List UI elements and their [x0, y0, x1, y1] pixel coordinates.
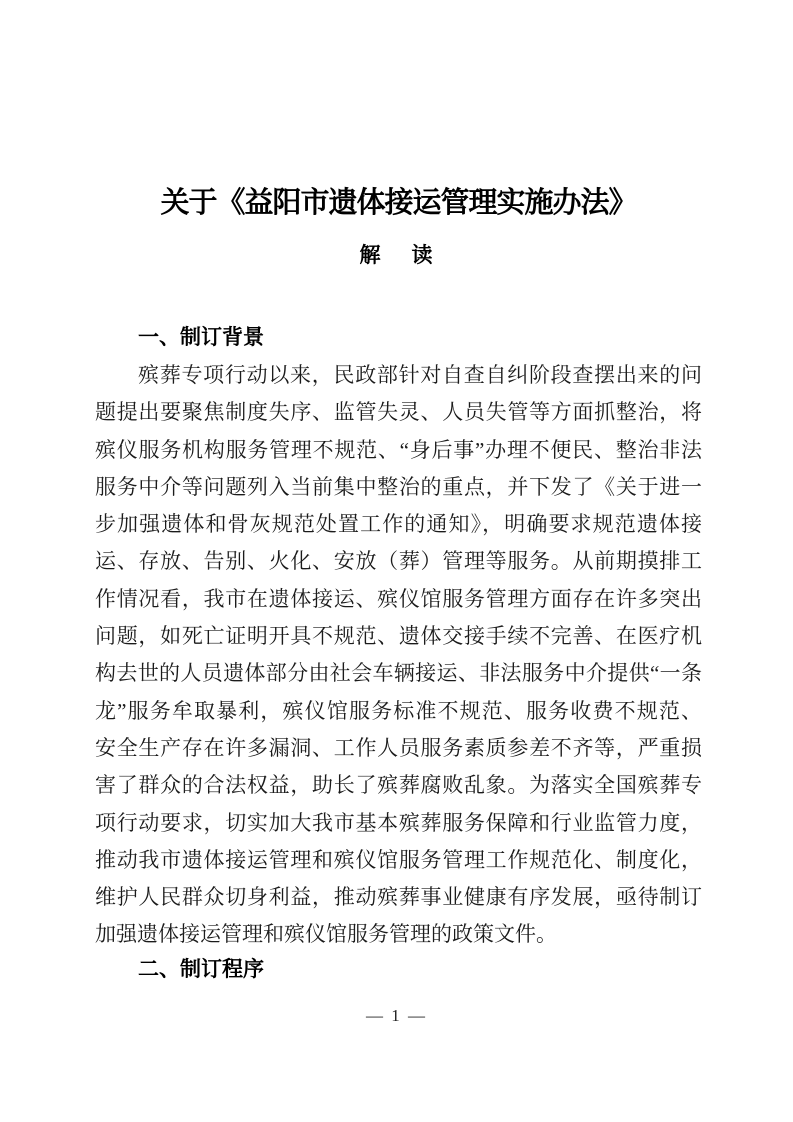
paragraph-line: 步加强遗体和骨灰规范处置工作的通知》，明确要求规范遗体接 [95, 512, 702, 537]
paragraph-line: 项行动要求，切实加大我市基本殡葬服务保障和行业监管力度， [95, 810, 702, 835]
paragraph-line: 作情况看，我市在遗体接运、殡仪馆服务管理方面存在许多突出 [95, 586, 702, 611]
paragraph-line: 殡仪服务机构服务管理不规范、“身后事”办理不便民、整治非法 [95, 437, 702, 462]
document-content [95, 184, 702, 981]
section-heading-background: 一、制订背景 [138, 326, 264, 349]
section-background-paragraph [95, 357, 702, 954]
document-subtitle: 解 读 [359, 244, 438, 267]
paragraph-line: 题提出要聚焦制度失序、监管失灵、人员失管等方面抓整治，将 [95, 400, 702, 425]
paragraph-line: 龙”服务牟取暴利，殡仪馆服务标准不规范、服务收费不规范、 [95, 698, 702, 723]
paragraph-line: 问题，如死亡证明开具不规范、遗体交接手续不完善、在医疗机 [95, 624, 702, 649]
section-heading-procedure: 二、制订程序 [138, 957, 264, 981]
page-number: — 1 — [366, 1006, 427, 1025]
paragraph-line: 加强遗体接运管理和殡仪馆服务管理的政策文件。 [95, 922, 557, 947]
paragraph-line: 殡葬专项行动以来，民政部针对自查自纠阶段查摆出来的问 [138, 363, 702, 387]
paragraph-line: 推动我市遗体接运管理和殡仪馆服务管理工作规范化、制度化， [95, 847, 702, 872]
document-title: 关于《益阳市遗体接运管理实施办法》 [160, 187, 637, 219]
paragraph-line: 安全生产存在许多漏洞、工作人员服务素质参差不齐等，严重损 [95, 735, 702, 760]
paragraph-line: 运、存放、告别、火化、安放（葬）管理等服务。从前期摸排工 [95, 549, 702, 574]
paragraph-line: 服务中介等问题列入当前集中整治的重点，并下发了《关于进一 [95, 474, 702, 499]
paragraph-line: 害了群众的合法权益，助长了殡葬腐败乱象。为落实全国殡葬专 [95, 773, 702, 798]
paragraph-line: 构去世的人员遗体部分由社会车辆接运、非法服务中介提供“一条 [95, 661, 702, 686]
paragraph-line: 维护人民群众切身利益，推动殡葬事业健康有序发展，亟待制订 [95, 885, 702, 910]
